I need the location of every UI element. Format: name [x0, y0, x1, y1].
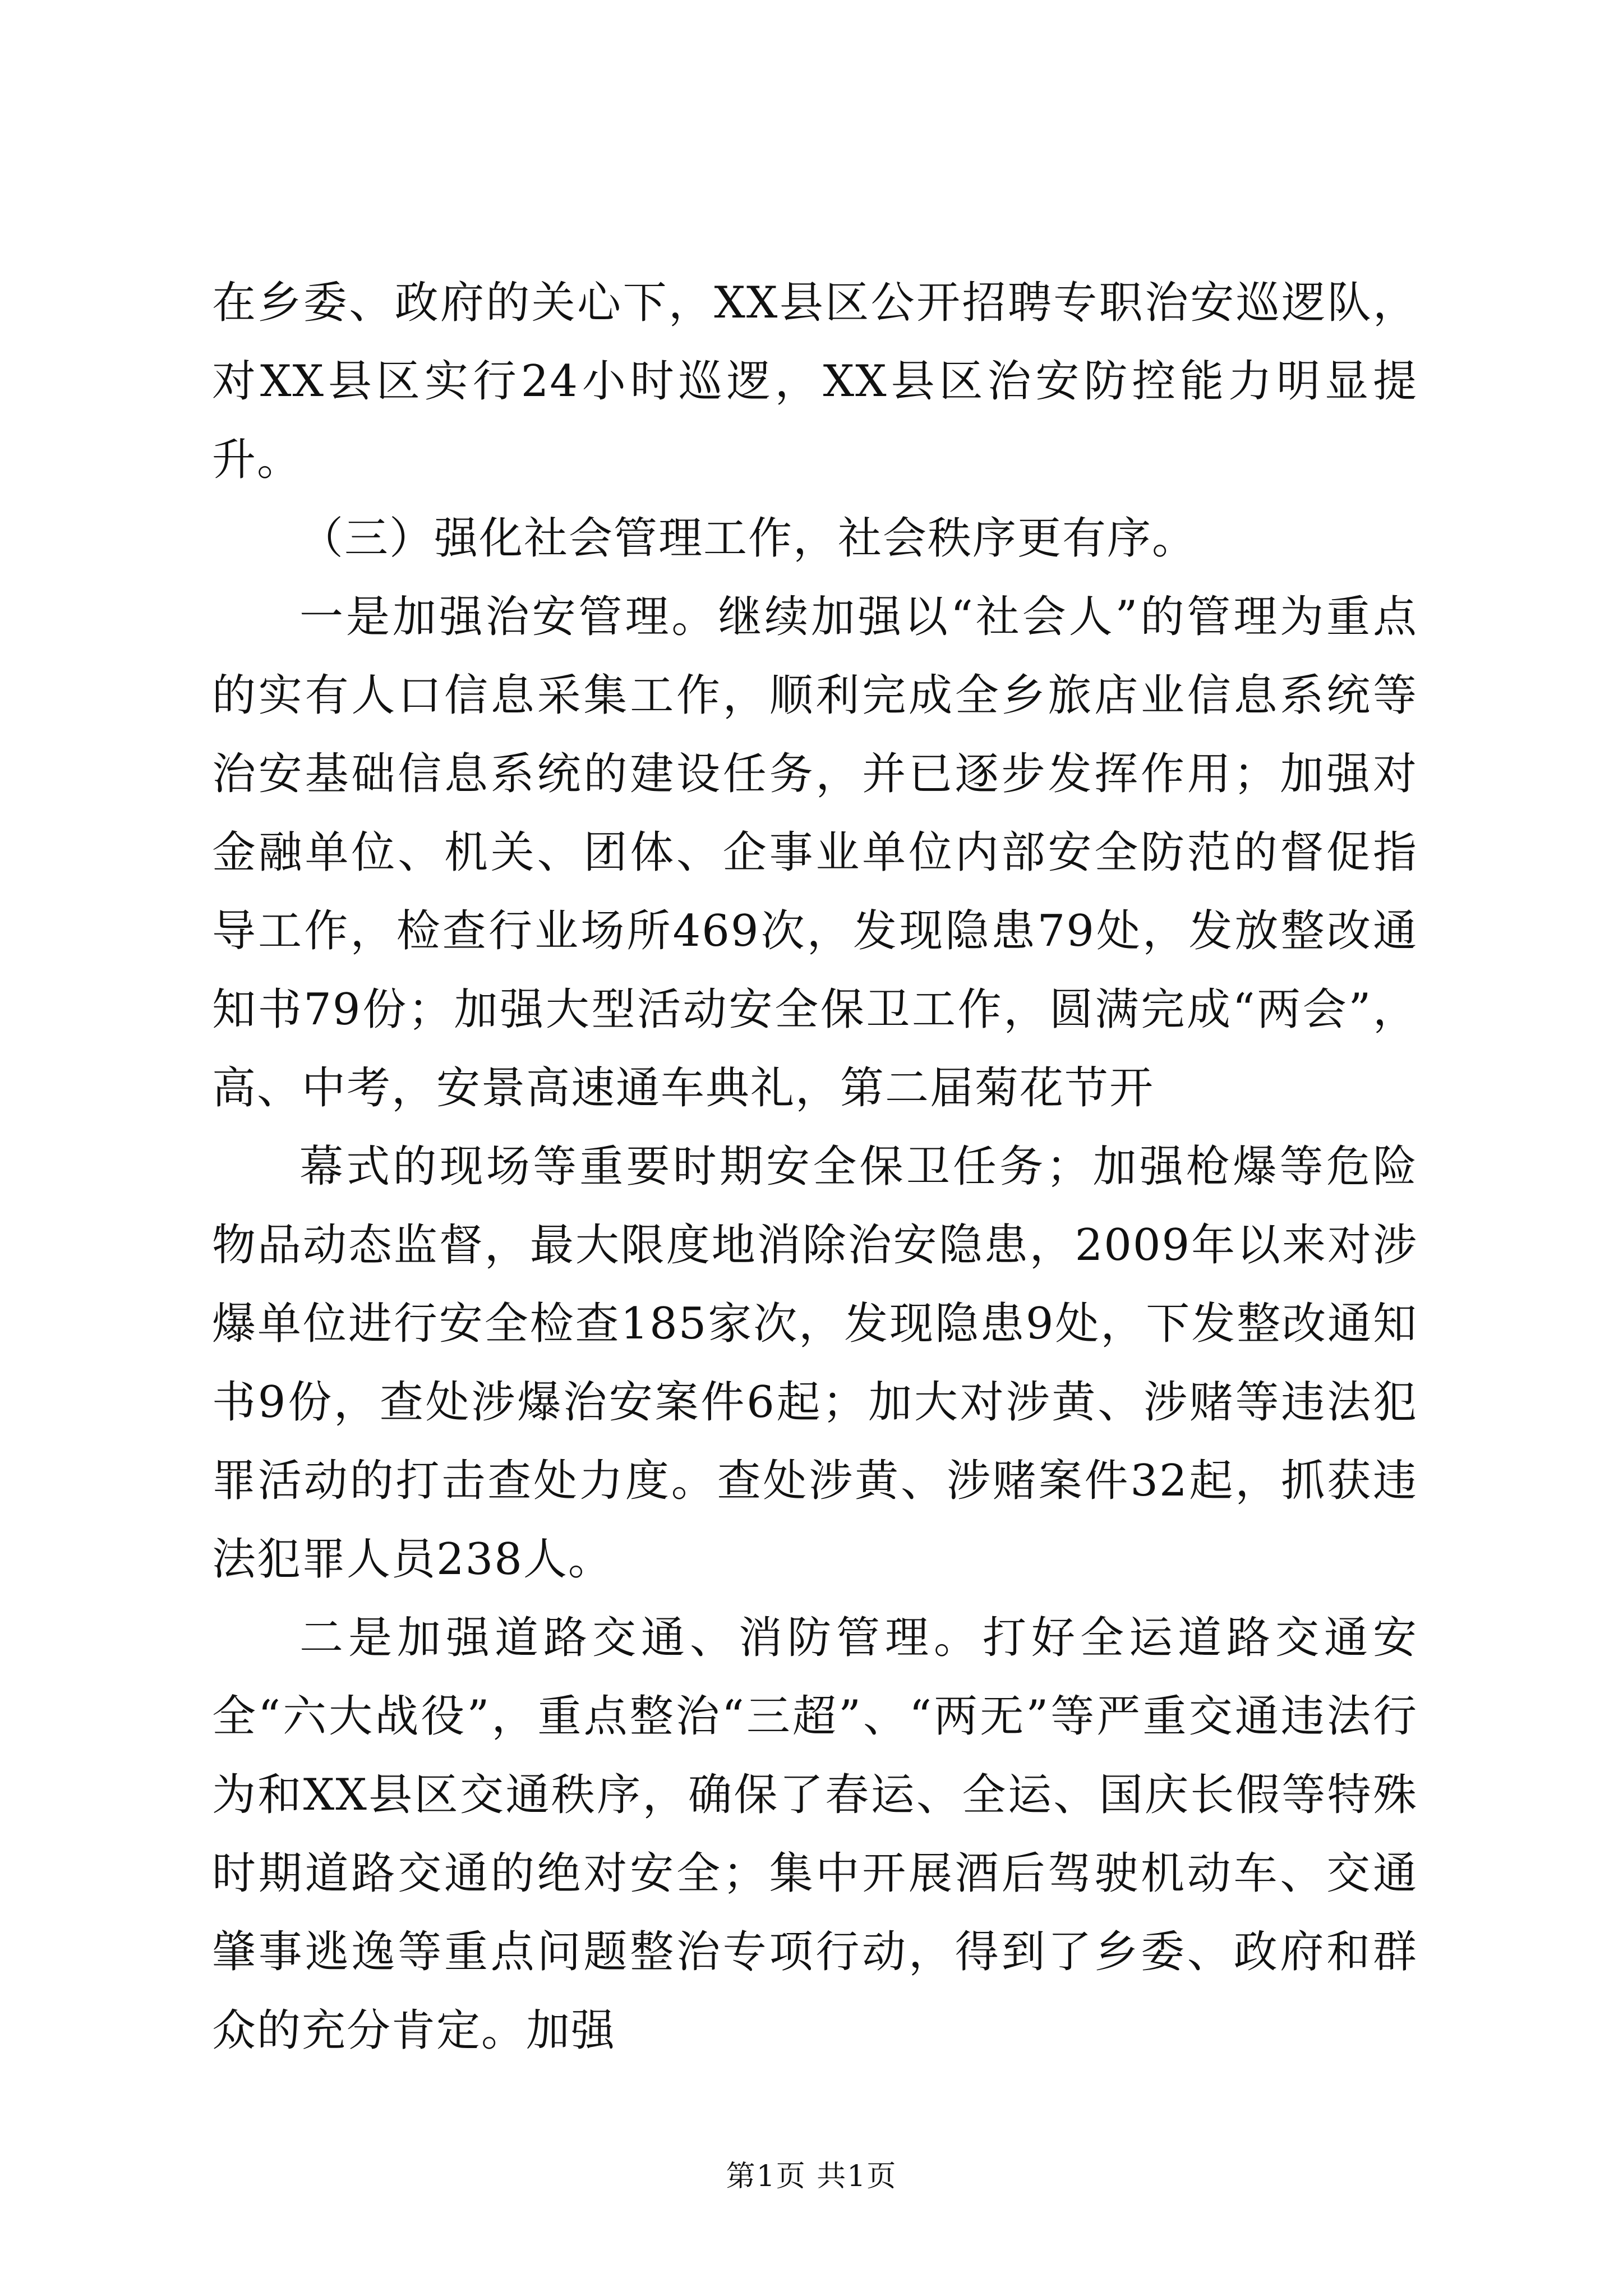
paragraph-public-security: 一是加强治安管理。继续加强以“社会人”的管理为重点的实有人口信息采集工作，顺利完成全乡旅店业信息系统等治安基础信息系统的建设任务，并已逐步发挥作用；加强对金融单位、机关、团体、企事业单位内部安全防范的督促指导工作，检查行业场所469次，发现隐患79处，发放整改通知书79份；加强大型活动安全保卫工作，圆满完成“两会”，高、中考，安景高速通车典礼，第二届菊花节开	[212, 592, 1418, 1114]
paragraph-traffic-fire: 二是加强道路交通、消防管理。打好全运道路交通安全“六大战役”，重点整治“三超”、“两无”等严重交通违法行为和XX县区交通秩序，确保了春运、全运、国庆长假等特殊时期道路交通的绝对安全；集中开展酒后驾驶机动车、交通肇事逃逸等重点问题整治专项行动，得到了乡委、政府和群众的充分肯定。加强	[212, 1613, 1418, 2056]
document-body	[212, 264, 1418, 2070]
page-footer: 第1页 共1页	[726, 2160, 897, 2193]
section-heading: （三）强化社会管理工作，社会秩序更有序。	[299, 513, 1197, 564]
paragraph-explosives-control: 幕式的现场等重要时期安全保卫任务；加强枪爆等危险物品动态监督，最大限度地消除治安隐患，2009年以来对涉爆单位进行安全检查185家次，发现隐患9处，下发整改通知书9份，查处涉爆治安案件6起；加大对涉黄、涉赌等违法犯罪活动的打击查处力度。查处涉黄、涉赌案件32起，抓获违法犯罪人员238人。	[212, 1142, 1418, 1585]
paragraph-continuation: 在乡委、政府的关心下，XX县区公开招聘专职治安巡逻队，对XX县区实行24小时巡逻，XX县区治安防控能力明显提升。	[212, 278, 1418, 485]
